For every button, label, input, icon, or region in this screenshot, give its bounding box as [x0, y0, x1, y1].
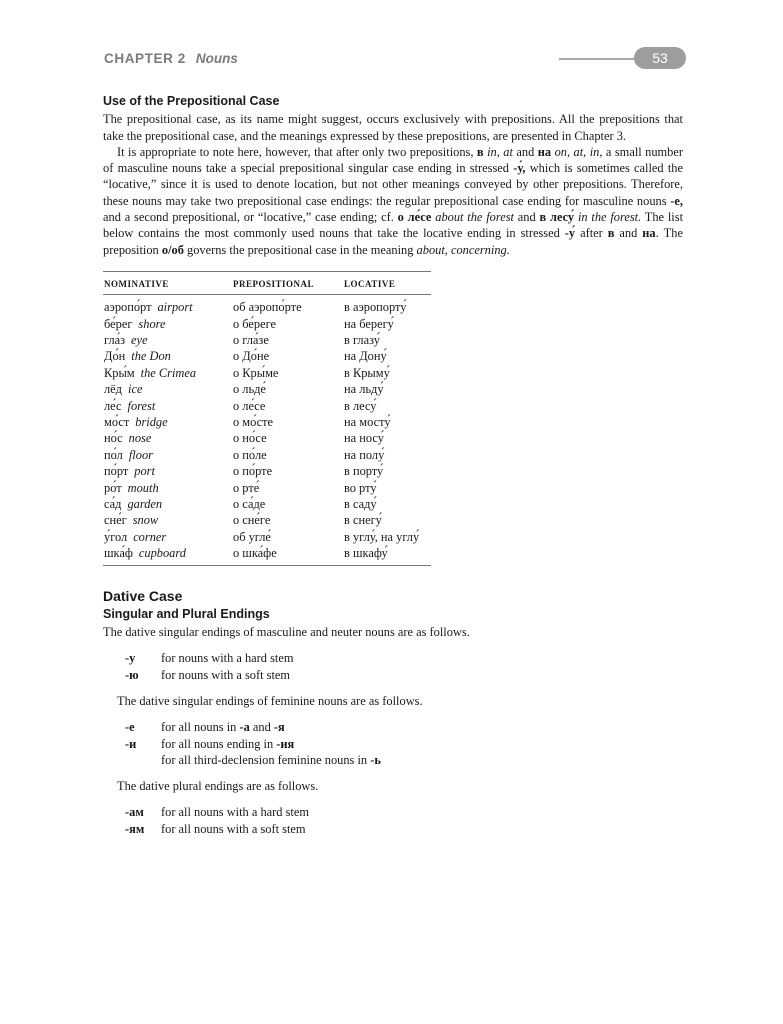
gloss: in, at — [487, 144, 513, 159]
gloss: about the forest — [435, 210, 514, 225]
cell-locative: в порту́ — [344, 464, 384, 479]
cell-prepositional: об угле́ — [233, 529, 271, 544]
text: and — [252, 720, 271, 735]
nominative-form: по́рт — [104, 464, 129, 479]
cell-locative: на носу́ — [344, 431, 384, 446]
cell-prepositional: о льде́ — [233, 382, 266, 397]
table-row — [103, 463, 431, 479]
cell-locative: в саду́ — [344, 496, 377, 511]
table-row — [103, 447, 431, 463]
ending-description: for nouns with a soft stem — [161, 667, 291, 682]
table-row — [103, 348, 431, 364]
dative-fem-intro: The dative singular endings of feminine nouns are as follows. — [117, 694, 423, 708]
cell-prepositional: о по́рте — [233, 464, 273, 479]
cell-nominative — [103, 332, 232, 348]
table-row — [103, 529, 431, 545]
table-header-row — [103, 271, 431, 294]
text: It is appropriate to note here, however, that after only two prepositions, — [117, 144, 474, 159]
english-gloss: the Don — [131, 349, 171, 364]
cell-nominative — [103, 545, 232, 565]
chapter-title: Nouns — [195, 51, 238, 66]
example: о ле́се — [397, 210, 432, 225]
cell-nominative — [103, 348, 232, 364]
nominative-form: аэропо́рт — [104, 300, 152, 315]
english-gloss: cupboard — [138, 546, 186, 561]
endings-list-plural — [125, 804, 683, 837]
text: a small number of masculine nouns take a special prepositional singular case ending in stressed — [103, 144, 684, 176]
cell-locative: в Крыму́ — [344, 365, 390, 380]
ending-suffix: -е — [125, 720, 135, 735]
nominative-form: сне́г — [104, 513, 127, 528]
english-gloss: forest — [127, 398, 156, 413]
running-header — [104, 47, 684, 71]
cell-nominative — [103, 316, 232, 332]
ending-row — [125, 736, 683, 752]
ending-suffix: -у — [125, 651, 136, 666]
english-gloss: nose — [128, 431, 152, 446]
ending-description: for all third-declension feminine nouns in — [161, 752, 368, 767]
ending-suffix: -ям — [125, 821, 145, 836]
english-gloss: airport — [157, 300, 193, 315]
ending-suffix: -ам — [125, 805, 144, 820]
text: and — [619, 226, 638, 241]
ending-description: for all nouns in — [161, 720, 237, 735]
ending-row — [125, 719, 683, 735]
section-title-dative: Dative Case — [103, 587, 183, 604]
text: The list below contains the most commonly used nouns that take the locative ending in stressed — [103, 210, 684, 241]
nominative-form: но́с — [104, 431, 123, 446]
cell-nominative — [103, 398, 232, 414]
preposition-na: на — [537, 144, 552, 159]
cell-prepositional: о мо́сте — [233, 415, 274, 429]
paragraph-intro: The prepositional case, as its name might suggest, occurs exclusively with prepositions. All the prepositions that take the prepositional case, and the meanings expressed by these prepositions, are presented in Chapter 3. — [103, 112, 683, 143]
ending-row — [125, 752, 683, 768]
preposition-na: на — [642, 226, 656, 241]
cell-nominative — [103, 480, 232, 496]
text: after — [580, 226, 603, 241]
subsection-title-endings: Singular and Plural Endings — [103, 606, 270, 621]
english-gloss: shore — [138, 316, 166, 331]
nominative-form: по́л — [104, 447, 123, 462]
nominative-form: бе́рег — [104, 316, 133, 331]
cell-nominative — [103, 381, 232, 397]
col-header-locative: LOCATIVE — [343, 271, 431, 294]
endings-list-feminine — [125, 719, 683, 768]
table-row — [103, 430, 431, 446]
cell-nominative — [103, 512, 232, 528]
ending: -у́ — [564, 226, 576, 241]
gloss: on, at, in, — [554, 144, 603, 159]
nominative-form: у́гол — [104, 529, 128, 544]
ending-ref: -ь — [370, 752, 381, 767]
english-gloss: ice — [128, 382, 143, 397]
english-gloss: eye — [131, 333, 148, 348]
english-gloss: port — [134, 464, 155, 479]
english-gloss: the Crimea — [140, 365, 197, 380]
ending-row — [125, 804, 683, 820]
ending-suffix: -и — [125, 736, 137, 751]
page-body — [103, 93, 683, 837]
preposition-v: в — [476, 144, 484, 159]
table-row — [103, 480, 431, 496]
table-row — [103, 512, 431, 528]
cell-prepositional: о но́се — [233, 431, 267, 446]
ending-description: for all nouns with a soft stem — [161, 821, 306, 836]
ending-description: for all nouns with a hard stem — [161, 805, 309, 820]
cell-prepositional: о по́ле — [233, 447, 267, 462]
text: governs the prepositional case in the meaning — [187, 242, 414, 257]
cell-nominative — [103, 414, 232, 430]
english-gloss: bridge — [135, 415, 168, 429]
nominative-form: шка́ф — [104, 546, 133, 561]
cell-prepositional: о гла́зе — [233, 333, 269, 348]
ending-description: for nouns with a hard stem — [161, 651, 294, 666]
table-row — [103, 398, 431, 414]
cell-locative: в углу́, на углу́ — [344, 529, 420, 544]
nominative-form: До́н — [104, 349, 126, 364]
endings-list-masc-neut — [125, 650, 683, 683]
english-gloss: snow — [132, 513, 159, 528]
ending-row — [125, 650, 683, 666]
ending-description: for all nouns ending in — [161, 736, 274, 751]
cell-prepositional: об аэропо́рте — [233, 300, 302, 315]
cell-nominative — [103, 430, 232, 446]
cell-locative: во рту́ — [344, 480, 377, 495]
cell-nominative — [103, 365, 232, 381]
cell-nominative — [103, 463, 232, 479]
page-number-badge: 53 — [634, 47, 686, 69]
cell-nominative — [103, 447, 232, 463]
ending-ref: -я — [273, 720, 285, 735]
table-row — [103, 496, 431, 512]
cell-locative: в аэропорту́ — [344, 300, 407, 315]
nominative-form: са́д — [104, 496, 122, 511]
cell-nominative — [103, 295, 232, 316]
locative-table — [103, 271, 431, 566]
cell-prepositional: о Кры́ме — [233, 365, 279, 380]
ending-ref: -а — [239, 720, 250, 735]
table-row — [103, 316, 431, 332]
col-header-nominative: NOMINATIVE — [103, 271, 232, 294]
nominative-form: ле́с — [104, 398, 122, 413]
preposition-v: в — [607, 226, 615, 241]
english-gloss: garden — [127, 496, 163, 511]
table-row — [103, 365, 431, 381]
table-row — [103, 381, 431, 397]
gloss: in the forest. — [577, 210, 642, 225]
text: . The preposition — [103, 226, 683, 257]
paragraph-locative — [103, 144, 683, 258]
nominative-form: лёд — [104, 382, 122, 397]
cell-prepositional: о сне́ге — [233, 513, 271, 528]
cell-prepositional: о бе́реге — [233, 316, 277, 331]
ending: -е, — [670, 193, 683, 208]
english-gloss: corner — [133, 529, 167, 544]
text: which is sometimes called the “locative,” since it is used to denote location, but not other meanings conveyed by other prepositions. Therefore, these nouns may take two prepositional case endings: the regular prepositional case ending for masculine nouns — [103, 161, 684, 208]
text: and — [516, 144, 535, 159]
cell-nominative — [103, 529, 232, 545]
nominative-form: гла́з — [104, 333, 126, 348]
dative-plural-intro: The dative plural endings are as follows. — [117, 779, 319, 794]
cell-locative: на берегу́ — [344, 316, 394, 331]
ending-row — [125, 821, 683, 837]
cell-locative: в лесу́ — [344, 398, 377, 413]
cell-nominative — [103, 496, 232, 512]
cell-locative: в шкафу́ — [344, 546, 388, 561]
english-gloss: floor — [128, 447, 153, 462]
cell-locative: на льду́ — [344, 382, 384, 397]
cell-prepositional: о шка́фе — [233, 546, 277, 561]
cell-prepositional: о рте́ — [233, 480, 260, 495]
cell-locative: в глазу́ — [344, 333, 380, 348]
cell-prepositional: о ле́се — [233, 398, 266, 413]
cell-locative: в снегу́ — [344, 513, 382, 528]
ending-suffix: -ю — [125, 667, 139, 682]
text: and — [517, 210, 536, 225]
header-rule — [559, 58, 644, 60]
english-gloss: mouth — [127, 480, 159, 495]
section-title-prepositional: Use of the Prepositional Case — [103, 94, 280, 108]
cell-locative: на Дону́ — [344, 349, 387, 364]
table-row — [103, 545, 431, 565]
nominative-form: ро́т — [104, 480, 122, 495]
table-row — [103, 295, 431, 316]
ending: -у́, — [513, 161, 526, 176]
cell-prepositional: о са́де — [233, 496, 266, 511]
nominative-form: Кры́м — [104, 365, 135, 380]
preposition-o-ob: о/об — [161, 242, 184, 257]
chapter-label: CHAPTER 2 — [104, 51, 186, 66]
table-row — [103, 332, 431, 348]
nominative-form: мо́ст — [104, 415, 130, 429]
example: в лесу́ — [539, 210, 575, 225]
table-row — [103, 414, 431, 430]
cell-locative: на мосту́ — [344, 415, 391, 429]
cell-locative: на полу́ — [344, 447, 385, 462]
col-header-prepositional: PREPOSITIONAL — [232, 271, 343, 294]
ending-ref: -ия — [276, 736, 295, 751]
chapter-heading — [104, 51, 238, 66]
ending-row — [125, 667, 683, 683]
dative-intro: The dative singular endings of masculine and neuter nouns are as follows. — [103, 625, 470, 640]
text: and a second prepositional, or “locative,” case ending; cf. — [103, 210, 394, 225]
gloss: about, concerning. — [416, 242, 510, 257]
cell-prepositional: о До́не — [233, 349, 270, 364]
